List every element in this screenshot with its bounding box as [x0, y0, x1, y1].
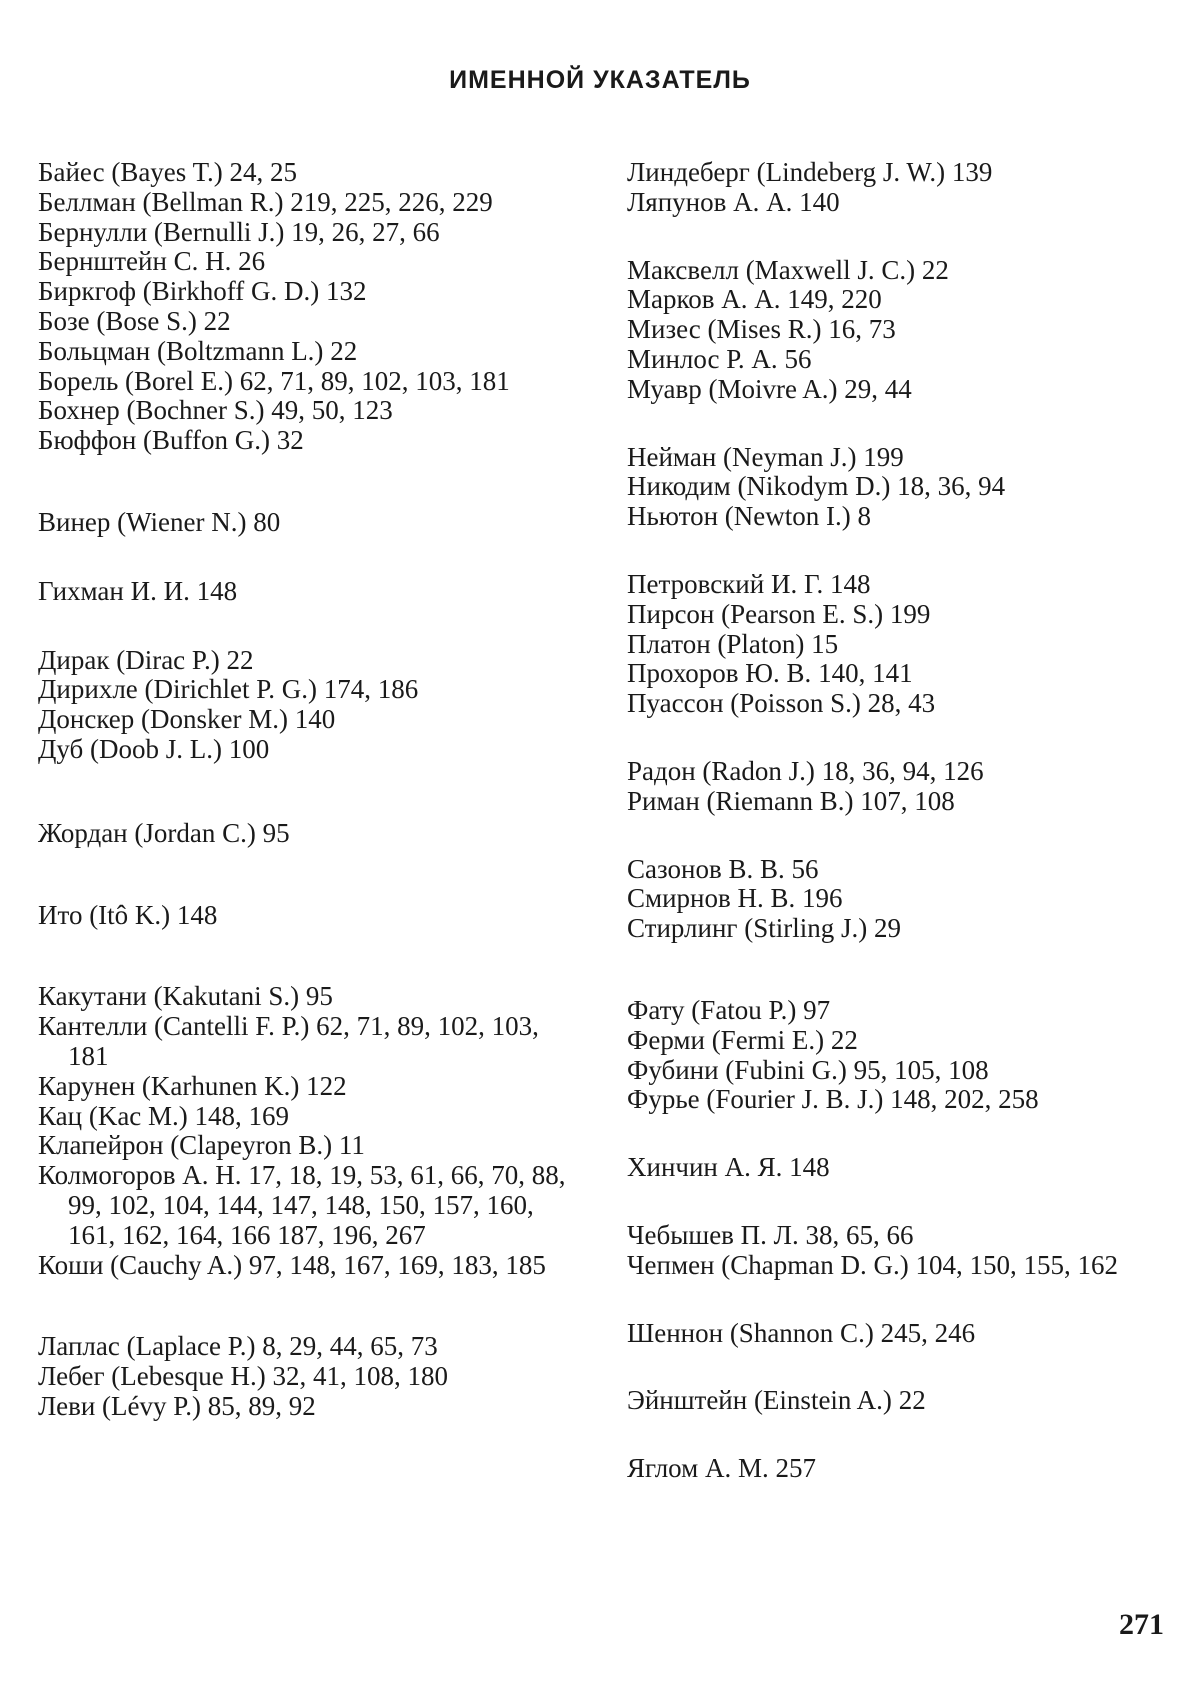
index-entry [38, 675, 583, 705]
index-entry-pages: 18, 36, 94, 126 [821, 755, 984, 786]
index-entry-pages: 148 [789, 1152, 830, 1183]
index-entry [627, 1251, 1182, 1281]
index-entry-pages: 22 [203, 305, 231, 336]
index-letter-group [627, 1319, 1182, 1349]
index-entry [38, 247, 583, 277]
index-entry-pages: 100 [228, 733, 270, 764]
index-entry-pages: 8 [857, 501, 871, 532]
index-entry-pages: 17, 18, 19, 53, 61, 66, 70, 88, 99, 102, 104, 144, 147, 148, 150, 157, 160, 161, 162, 164, 166 187, 196, 267 [68, 1160, 566, 1250]
index-letter-group [627, 855, 1182, 944]
index-entry [38, 158, 583, 188]
index-entry-pages: 32, 41, 108, 180 [272, 1361, 448, 1392]
index-entry-name: Ляпунов А. А. [627, 186, 793, 217]
index-entry-name: Борель (Borel E.) [38, 365, 233, 396]
index-letter-group [627, 1221, 1182, 1281]
index-entry-name: Нейман (Neyman J.) [627, 441, 857, 472]
index-entry [627, 1026, 1182, 1056]
index-entry-pages: 122 [306, 1070, 347, 1101]
index-entry [38, 705, 583, 735]
index-entry [38, 218, 583, 248]
index-entry [627, 630, 1182, 660]
index-entry-pages: 97 [803, 994, 831, 1025]
index-entry-pages: 199 [863, 441, 904, 472]
index-entry [627, 472, 1182, 502]
index-entry-pages: 29 [874, 913, 901, 944]
index-entry [627, 855, 1182, 885]
index-entry-name: Биркгоф (Birkhoff G. D.) [38, 276, 320, 307]
index-entry-name: Фурье (Fourier J. B. J.) [627, 1084, 884, 1115]
index-entry [38, 982, 583, 1012]
index-entry-pages: 140 [294, 704, 336, 735]
index-entry-name: Фату (Fatou P.) [627, 994, 797, 1025]
index-entry [38, 1161, 583, 1250]
index-entry-name: Прохоров Ю. В. [627, 658, 812, 689]
index-entry-pages: 11 [338, 1130, 365, 1161]
index-entry-name: Бернулли (Bernulli J.) [38, 216, 285, 247]
index-entry-pages: 22 [330, 335, 358, 366]
index-entry-name: Яглом А. М. [627, 1453, 769, 1484]
index-entry-pages: 56 [784, 343, 812, 374]
index-entry-pages: 80 [253, 506, 281, 537]
index-entry [38, 1392, 583, 1422]
index-entry [627, 188, 1182, 218]
index-entry-pages: 199 [889, 598, 931, 629]
index-entry-pages: 95 [262, 817, 290, 848]
index-entry-pages: 32 [276, 425, 304, 456]
index-entry-name: Ито (Itô K.) [38, 899, 171, 930]
index-entry-name: Чебышев П. Л. [627, 1219, 799, 1250]
index-entry-pages: 174, 186 [323, 674, 419, 705]
index-entry-name: Донскер (Donsker M.) [38, 704, 289, 735]
index-entry-name: Коши (Cauchy A.) [38, 1249, 243, 1280]
index-entry-pages: 95, 105, 108 [853, 1054, 989, 1085]
index-entry [38, 1012, 583, 1072]
index-entry [38, 307, 583, 337]
index-entry-pages: 22 [898, 1385, 926, 1416]
index-entry-name: Шеннон (Shannon C.) [627, 1317, 874, 1348]
index-entry [627, 158, 1182, 188]
index-letter-group [627, 443, 1182, 532]
index-entry [627, 1319, 1182, 1349]
index-entry-pages: 219, 225, 226, 229 [290, 186, 493, 217]
index-entry-name: Беллман (Bellman R.) [38, 186, 284, 217]
index-entry-name: Максвелл (Maxwell J. C.) [627, 254, 916, 285]
index-entry-pages: 38, 65, 66 [805, 1219, 914, 1250]
index-entry-pages: 257 [775, 1453, 817, 1484]
index-entry-name: Кантелли (Cantelli F. P.) [38, 1011, 310, 1042]
index-entry-pages: 149, 220 [787, 284, 882, 315]
index-entry [627, 285, 1182, 315]
index-entry-name: Больцман (Boltzmann L.) [38, 335, 324, 366]
index-entry-pages: 26 [238, 246, 266, 277]
index-entry-pages: 196 [802, 883, 843, 914]
index-entry-pages: 16, 73 [828, 314, 896, 345]
index-entry [627, 502, 1182, 532]
index-entry [627, 884, 1182, 914]
index-entry-name: Эйнштейн (Einstein A.) [627, 1385, 892, 1416]
index-entry-pages: 132 [325, 276, 367, 307]
index-entry [38, 735, 583, 765]
index-letter-group [627, 256, 1182, 405]
index-entry-name: Дирак (Dirac P.) [38, 644, 220, 675]
index-entry-pages: 29, 44 [844, 373, 912, 404]
index-entry-pages: 8, 29, 44, 65, 73 [262, 1331, 438, 1362]
index-entry-name: Бюффон (Buffon G.) [38, 425, 271, 456]
index-entry-name: Бохнер (Bochner S.) [38, 395, 265, 426]
index-entry [627, 1153, 1182, 1183]
index-entry-name: Муавр (Moivre A.) [627, 373, 838, 404]
index-entry-pages: 56 [791, 853, 819, 884]
index-entry [38, 1362, 583, 1392]
index-letter-group [627, 996, 1182, 1115]
index-entry [627, 914, 1182, 944]
index-entry [38, 1332, 583, 1362]
index-entry [38, 646, 583, 676]
index-entry [627, 1386, 1182, 1416]
index-entry [627, 345, 1182, 375]
index-entry-name: Марков А. А. [627, 284, 781, 315]
index-entry [38, 1131, 583, 1161]
index-entry [627, 659, 1182, 689]
index-column-left [38, 158, 583, 1422]
index-letter-group [38, 982, 583, 1280]
index-entry-pages: 148, 202, 258 [890, 1084, 1039, 1115]
index-entry [38, 277, 583, 307]
page-number: 271 [1119, 1608, 1164, 1641]
index-entry-pages: 62, 71, 89, 102, 103, 181 [68, 1011, 539, 1071]
index-letter-group [38, 158, 583, 456]
index-entry [627, 1454, 1182, 1484]
index-entry-name: Колмогоров А. Н. [38, 1160, 242, 1191]
index-entry-pages: 245, 246 [880, 1317, 976, 1348]
index-entry [627, 1056, 1182, 1086]
index-entry-pages: 148 [196, 575, 238, 606]
index-letter-group [627, 1386, 1182, 1416]
index-entry-pages: 85, 89, 92 [207, 1390, 316, 1421]
index-entry-pages: 18, 36, 94 [897, 471, 1006, 502]
index-entry [38, 337, 583, 367]
index-entry-name: Платон (Platon) [627, 628, 805, 659]
index-letter-group [627, 158, 1182, 218]
index-entry-name: Ньютон (Newton I.) [627, 501, 851, 532]
index-entry-name: Риман (Riemann B.) [627, 785, 854, 816]
index-entry [627, 689, 1182, 719]
index-entry-pages: 97, 148, 167, 169, 183, 185 [248, 1249, 546, 1280]
index-entry-name: Бозе (Bose S.) [38, 305, 197, 336]
index-entry-name: Никодим (Nikodym D.) [627, 471, 891, 502]
index-letter-group [38, 819, 583, 849]
index-letter-group [38, 646, 583, 765]
index-entry [38, 426, 583, 456]
index-entry-name: Линдеберг (Lindeberg J. W.) [627, 157, 946, 187]
index-entry-pages: 95 [305, 981, 333, 1012]
index-entry [627, 375, 1182, 405]
index-entry-name: Минлос Р. А. [627, 343, 778, 374]
index-entry-pages: 107, 108 [860, 785, 955, 816]
index-entry-name: Фубини (Fubini G.) [627, 1054, 847, 1085]
index-entry-name: Чепмен (Chapman D. G.) [627, 1249, 909, 1280]
index-entry-pages: 148 [176, 899, 218, 930]
index-entry-pages: 140, 141 [818, 658, 913, 689]
index-entry-name: Стирлинг (Stirling J.) [627, 913, 868, 944]
index-entry-pages: 49, 50, 123 [271, 395, 393, 426]
index-entry-pages: 148, 169 [194, 1100, 290, 1131]
index-entry-name: Лебег (Lebesque H.) [38, 1361, 266, 1392]
index-entry-name: Хинчин А. Я. [627, 1152, 783, 1183]
index-entry-name: Ферми (Fermi E.) [627, 1024, 825, 1055]
index-entry-name: Гихман И. И. [38, 575, 190, 606]
index-entry-name: Карунен (Karhunen K.) [38, 1070, 300, 1101]
index-entry [38, 1072, 583, 1102]
index-entry-pages: 139 [951, 157, 993, 187]
index-entry-pages: 15 [811, 628, 839, 659]
index-entry-pages: 22 [226, 644, 254, 675]
index-entry [38, 1102, 583, 1132]
index-entry [627, 315, 1182, 345]
index-entry [627, 256, 1182, 286]
index-letter-group [38, 1332, 583, 1421]
index-letter-group [38, 508, 583, 538]
index-entry [627, 996, 1182, 1026]
index-entry [38, 188, 583, 218]
index-entry-pages: 24, 25 [229, 157, 298, 187]
index-entry-name: Пирсон (Pearson E. S.) [627, 598, 884, 629]
index-entry [627, 1221, 1182, 1251]
index-entry [627, 1085, 1182, 1115]
index-entry [627, 600, 1182, 630]
index-entry-pages: 148 [830, 568, 871, 599]
index-entry-pages: 19, 26, 27, 66 [291, 216, 440, 247]
index-column-right [627, 158, 1182, 1484]
index-entry [627, 757, 1182, 787]
index-entry [38, 819, 583, 849]
index-entry-name: Какутани (Kakutani S.) [38, 981, 300, 1012]
index-entry [38, 577, 583, 607]
index-entry [627, 570, 1182, 600]
index-entry-pages: 140 [799, 186, 840, 217]
index-letter-group [627, 1454, 1182, 1484]
index-entry-pages: 62, 71, 89, 102, 103, 181 [239, 365, 510, 396]
index-entry-name: Сазонов В. В. [627, 853, 785, 884]
page-title: ИМЕННОЙ УКАЗАТЕЛЬ [449, 66, 751, 94]
index-entry [38, 1251, 583, 1281]
index-entry-name: Дирихле (Dirichlet P. G.) [38, 674, 317, 705]
index-entry-name: Мизес (Mises R.) [627, 314, 822, 345]
index-letter-group [38, 901, 583, 931]
index-entry-name: Жордан (Jordan C.) [38, 817, 256, 848]
index-entry-name: Леви (Lévy P.) [38, 1390, 202, 1421]
index-entry-name: Радон (Radon J.) [627, 755, 815, 786]
index-entry-name: Лаплас (Laplace P.) [38, 1331, 256, 1362]
index-entry-name: Байес (Bayes T.) [38, 157, 223, 187]
index-entry-name: Пуассон (Poisson S.) [627, 688, 861, 719]
index-entry [38, 508, 583, 538]
index-entry-name: Дуб (Doob J. L.) [38, 733, 223, 764]
index-entry-name: Кац (Kac M.) [38, 1100, 188, 1131]
index-entry-name: Петровский И. Г. [627, 568, 824, 599]
index-entry [627, 787, 1182, 817]
index-entry-pages: 22 [830, 1024, 858, 1055]
index-letter-group [627, 757, 1182, 817]
index-letter-group [627, 570, 1182, 719]
index-entry-pages: 28, 43 [867, 688, 936, 719]
index-entry-name: Смирнов Н. В. [627, 883, 796, 914]
index-entry [38, 901, 583, 931]
index-entry-pages: 104, 150, 155, 162 [915, 1249, 1118, 1280]
index-letter-group [627, 1153, 1182, 1183]
index-entry [627, 443, 1182, 473]
index-entry-pages: 22 [921, 254, 949, 285]
index-entry-name: Клапейрон (Clapeyron B.) [38, 1130, 333, 1161]
index-entry-name: Бернштейн С. Н. [38, 246, 232, 277]
index-entry [38, 396, 583, 426]
index-letter-group [38, 577, 583, 607]
index-entry [38, 367, 583, 397]
index-entry-name: Винер (Wiener N.) [38, 506, 247, 537]
